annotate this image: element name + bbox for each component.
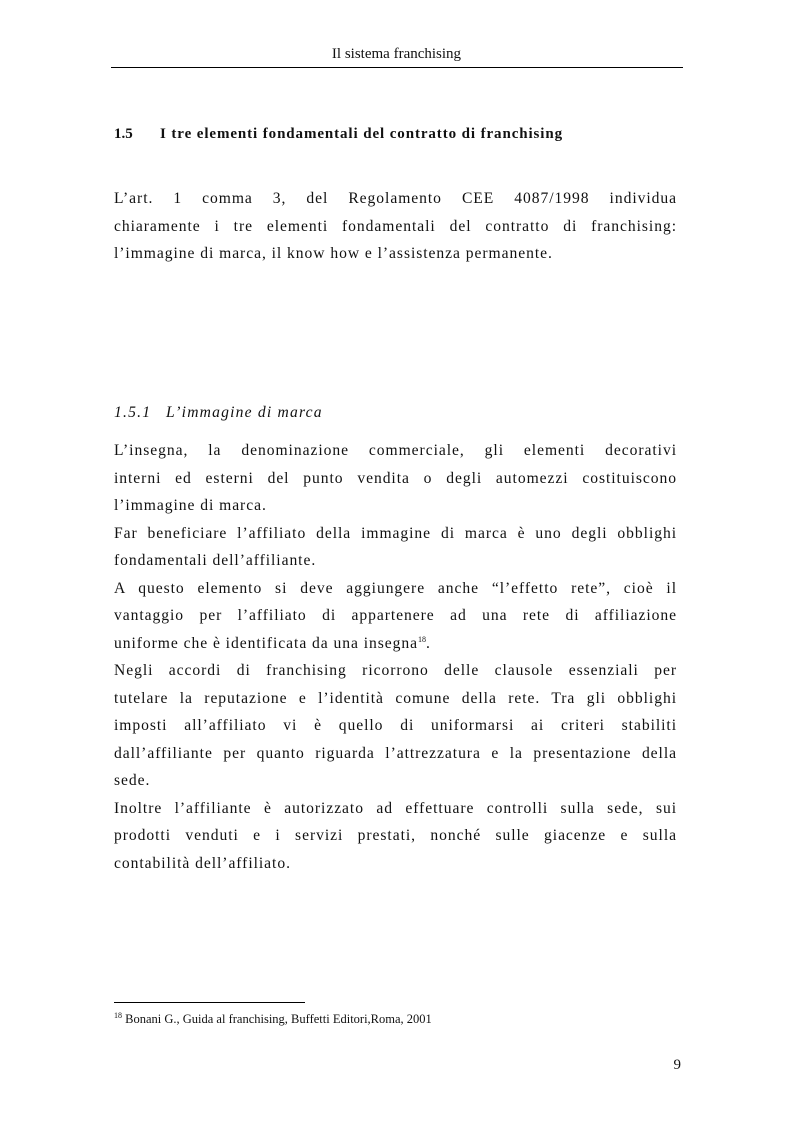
text-line: L’art. 1 comma 3, del Regolamento CEE 4087/1998 individua [114, 190, 677, 207]
header-rule [111, 67, 683, 68]
text-line: L’insegna, la denominazione commerciale, gli elementi decorativi [114, 442, 677, 459]
text-line: Inoltre l’affiliante è autorizzato ad effettuare controlli sulla sede, sui [114, 799, 677, 817]
subsection-body [114, 437, 677, 877]
text-line-with-footnote [114, 630, 677, 658]
footnote [114, 1012, 432, 1027]
text-line: fondamentali dell’affiliante. [114, 552, 317, 569]
paragraph [114, 520, 677, 575]
text-line: interni ed esterni del punto vendita o degli automezzi costituiscono [114, 469, 677, 487]
text-line: imposti all’affiliato vi è quello di uniformarsi ai criteri stabiliti [114, 717, 677, 734]
text-line: l’immagine di marca, il know how e l’assistenza permanente. [114, 245, 553, 262]
subsection-heading [114, 404, 323, 422]
text-line: Far beneficiare l’affiliato della immagine di marca è uno degli obblighi [114, 524, 677, 542]
footnote-number: 18 [114, 1011, 122, 1020]
paragraph [114, 437, 677, 520]
text-line: chiaramente i tre elementi fondamentali del contratto di franchising: [114, 217, 677, 235]
footnote-reference[interactable]: 18 [418, 634, 427, 644]
section-title: I tre elementi fondamentali del contratto di franchising [160, 126, 564, 142]
text-line: tutelare la reputazione e l’identità comune della rete. Tra gli obblighi [114, 689, 677, 707]
paragraph [114, 657, 677, 795]
text-line: uniforme che è identificata da una insegna [114, 634, 419, 652]
section-heading [114, 126, 684, 143]
intro-paragraph [114, 185, 677, 268]
text-line: dall’affiliante per quanto riguarda l’attrezzatura e la presentazione della [114, 744, 677, 762]
text-line: prodotti venduti e i servizi prestati, nonché sulle giacenze e sulla [114, 827, 677, 844]
running-header: Il sistema franchising [331, 46, 462, 62]
paragraph [114, 795, 677, 878]
footnote-text: Bonani G., Guida al franchising, Buffetti Editori,Roma, 2001 [125, 1012, 432, 1026]
text-line: l’immagine di marca. [114, 497, 267, 514]
subsection-title: L’immagine di marca [166, 404, 323, 421]
text-line: A questo elemento si deve aggiungere anche “l’effetto rete”, cioè il [114, 579, 677, 597]
page-number: 9 [673, 1057, 681, 1073]
end-punctuation: . [426, 634, 431, 652]
text-line: contabilità dell’affiliato. [114, 854, 291, 872]
text-line: vantaggio per l’affiliato di appartenere ad una rete di affiliazione [114, 607, 677, 624]
footnote-rule [114, 1002, 305, 1003]
paragraph [114, 575, 677, 658]
text-line: sede. [114, 772, 151, 789]
section-number: 1.5 [114, 126, 133, 142]
subsection-number: 1.5.1 [114, 404, 152, 421]
text-line: Negli accordi di franchising ricorrono delle clausole essenziali per [114, 662, 677, 679]
